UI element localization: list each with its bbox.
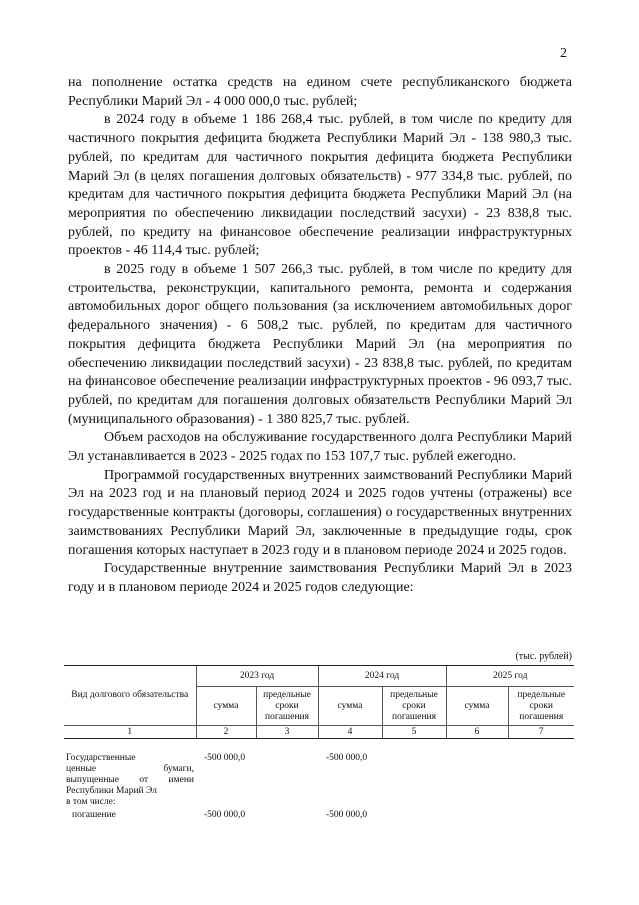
column-header-sum: сумма [196, 687, 256, 726]
table-units: (тыс. рублей) [515, 651, 572, 662]
column-number: 3 [256, 726, 318, 739]
column-number: 5 [382, 726, 446, 739]
column-number: 7 [508, 726, 574, 739]
row-name: Государственные ценные бумаги, выпущенные от имени Республики Марий Эл в том числе: [66, 753, 194, 807]
column-number: 4 [318, 726, 382, 739]
paragraph: Объем расходов на обслуживание государственного долга Республики Марий Эл устанавливается в 2023 - 2025 годах по 153 107,7 тыс. рублей ежегодно. [68, 430, 572, 465]
table-row [64, 808, 574, 821]
column-number: 6 [446, 726, 508, 739]
cell-sum-2023: -500 000,0 [204, 810, 246, 820]
paragraph: Государственные внутренние заимствования Республики Марий Эл в 2023 году и в плановом периоде 2024 и 2025 годов следующие: [68, 561, 572, 595]
page-number: 2 [560, 46, 567, 61]
paragraph: Программой государственных внутренних заимствований Республики Марий Эл на 2023 год и на плановый период 2024 и 2025 годов учтены (отражены) все государственные контракты (договоры, соглашения) о государственных внутренних заимствованиях Республики Марий Эл, заключенные в предыдущие годы, срок погашения которых наступает в 2023 году и в плановом периоде 2024 и 2025 годов. [68, 467, 572, 558]
column-number: 2 [196, 726, 256, 739]
column-header-term: предельные сроки погашения [382, 687, 446, 726]
paragraph: в 2024 году в объеме 1 186 268,4 тыс. рублей, в том числе по кредиту для частичного покрытия дефицита бюджета Республики Марий Эл - 138 980,3 тыс. рублей, по кредитам для частичного покрытия дефицита бюджета Республики Марий Эл (в целях погашения долговых обязательств) - 977 334,8 тыс. рублей, по кредитам для частичного покрытия дефицита бюджета Республики Марий Эл (на мероприятия по обеспечению ликвидации последствий засухи) - 23 838,8 тыс. рублей, по кредиту на финансовое обеспечение реализации инфраструктурных проектов - 46 114,4 тыс. рублей; [68, 112, 572, 259]
table-row [64, 753, 574, 808]
row-name: погашение [72, 810, 116, 820]
column-header-term: предельные сроки погашения [508, 687, 574, 726]
paragraph: на пополнение остатка средств на едином счете республиканского бюджета Республики Марий Эл - 4 000 000,0 тыс. рублей; [68, 75, 572, 109]
cell-sum-2024: -500 000,0 [326, 810, 368, 820]
document-body [68, 74, 572, 598]
column-header-sum: сумма [318, 687, 382, 726]
column-header-year: 2024 год [318, 666, 446, 687]
column-header-term: предельные сроки погашения [256, 687, 318, 726]
column-header-obligation: Вид долгового обязательства [64, 666, 196, 726]
column-header-year: 2025 год [446, 666, 574, 687]
column-header-sum: сумма [446, 687, 508, 726]
cell-sum-2024: -500 000,0 [326, 753, 368, 763]
borrowings-table [64, 665, 574, 821]
column-number: 1 [64, 726, 196, 739]
cell-sum-2023: -500 000,0 [204, 753, 246, 763]
column-header-year: 2023 год [196, 666, 318, 687]
paragraph: в 2025 году в объеме 1 507 266,3 тыс. рублей, в том числе по кредиту для строительства, реконструкции, капитального ремонта, ремонта и содержания автомобильных дорог общего пользования (за исключением автомобильных дорог федерального значения) - 6 508,2 тыс. рублей, по кредитам для частичного покрытия дефицита бюджета Республики Марий Эл (на мероприятия по обеспечению ликвидации последствий засухи) - 23 838,8 тыс. рублей, по кредитам на финансовое обеспечение реализации инфраструктурных проектов - 96 093,7 тыс. рублей, по кредитам для погашения долговых обязательств Республики Марий Эл (муниципального образования) - 1 380 825,7 тыс. рублей. [68, 262, 572, 427]
